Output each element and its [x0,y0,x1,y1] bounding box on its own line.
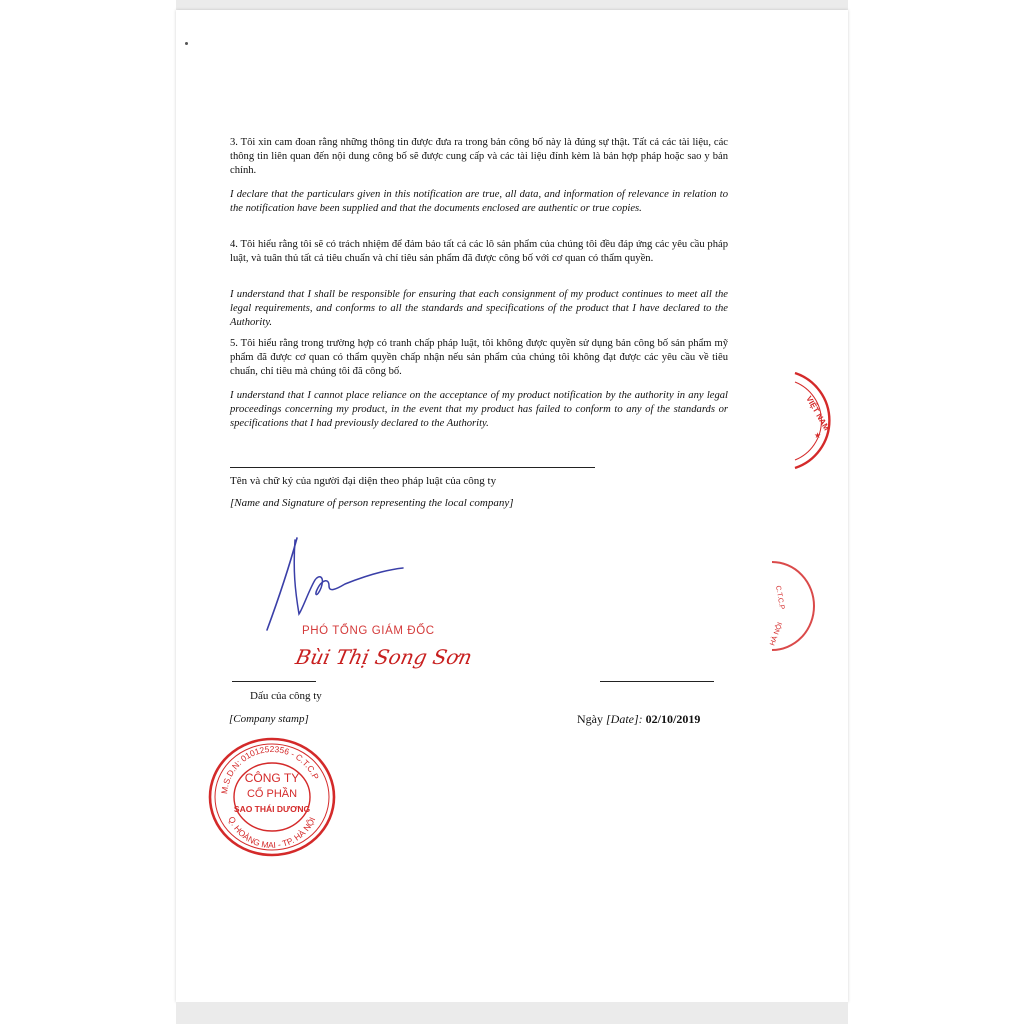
paragraph-4-vietnamese: 4. Tôi hiểu rằng tôi sẽ có trách nhiệm để đảm bảo tất cả các lô sản phẩm của chúng tôi đều đáp ứng các yêu cầu pháp luật, và tuân thủ tất cả tiêu chuẩn và chỉ tiêu sản phẩm đã được công bố với cơ quan có thẩm quyền. [230,239,728,265]
name-label-english: [Name and Signature of person representing the local company] [230,497,514,509]
signer-title: PHÓ TỔNG GIÁM ĐỐC [302,625,435,637]
side-seal-b-top-text: C.T.C.P [774,585,786,611]
side-seal-b-bottom-text: HÀ NỘI [769,621,785,647]
bottom-margin [176,1002,848,1024]
name-label-vietnamese: Tên và chữ ký của người đại diện theo pháp luật của công ty [230,475,497,487]
seal-line-1: CÔNG TY [244,771,300,785]
signature-divider [230,467,595,468]
seal-line-3: SAO THÁI DƯƠNG [233,804,311,814]
company-seal [205,735,339,859]
date-label: Ngày [577,712,603,726]
paragraph-4-english: I understand that I shall be responsible for ensuring that each consignment of my product continues to meet all the legal requirements, and conforms to all the standards and specifications of the product that I have declared to the Authority. [230,289,728,329]
signer-name: Bùi Thị Song Sơn [293,645,475,669]
page-dot [185,42,188,45]
paragraph-3-vietnamese: 3. Tôi xin cam đoan rằng những thông tin được đưa ra trong bản công bố này là đúng sự thật. Tất cả các tài liệu, các thông tin liên quan đến nội dung công bố sẽ được cung cấp và các tài liệu đính kèm là bản hợp pháp hoặc sao y bản chính. [230,137,728,177]
seal-line-2: CỔ PHẦN [246,788,298,800]
top-margin [176,0,848,10]
paragraph-5-english: I understand that I cannot place reliance on the acceptance of my product notification by the authority in any legal proceedings concerning my product, in the event that my product has failed to conform to any of the standards or specifications that I had previously declared to the Authority. [230,390,728,430]
paragraph-3-english: I declare that the particulars given in this notification are true, all data, and information of relevance in relation to the notification have been supplied and that the documents enclosed are authentic or true copies. [230,189,728,215]
stamp-line [232,681,316,682]
date-field [577,712,700,727]
paragraph-5-vietnamese: 5. Tôi hiểu rằng trong trường hợp có tranh chấp pháp luật, tôi không được quyền sử dụng bản công bố sản phẩm mỹ phẩm đã được cơ quan có thẩm quyền chấp nhận nếu sản phẩm của chúng tôi không đạt được các yêu cầu về tiêu chuẩn, chỉ tiêu mà chúng tôi đã công bố. [230,338,728,378]
seal-outer-top-text: M.S.D.N: 0101252356 - C.T.C.P [219,743,322,795]
side-seal-a [790,368,840,474]
stamp-label-english: [Company stamp] [229,713,309,725]
side-seal-a-star: ★ [814,431,822,440]
stamp-label-vietnamese: Dấu của công ty [250,690,322,702]
side-seal-a-text: VIỆT NAM [804,394,832,433]
handwritten-signature [255,530,415,640]
seal-outer-bottom-text: Q. HOÀNG MAI - TP. HÀ NỘI [226,814,318,851]
date-line [600,681,714,682]
side-seal-b [768,558,810,654]
date-value: 02/10/2019 [645,712,701,726]
date-label-english: [Date]: [606,712,643,726]
